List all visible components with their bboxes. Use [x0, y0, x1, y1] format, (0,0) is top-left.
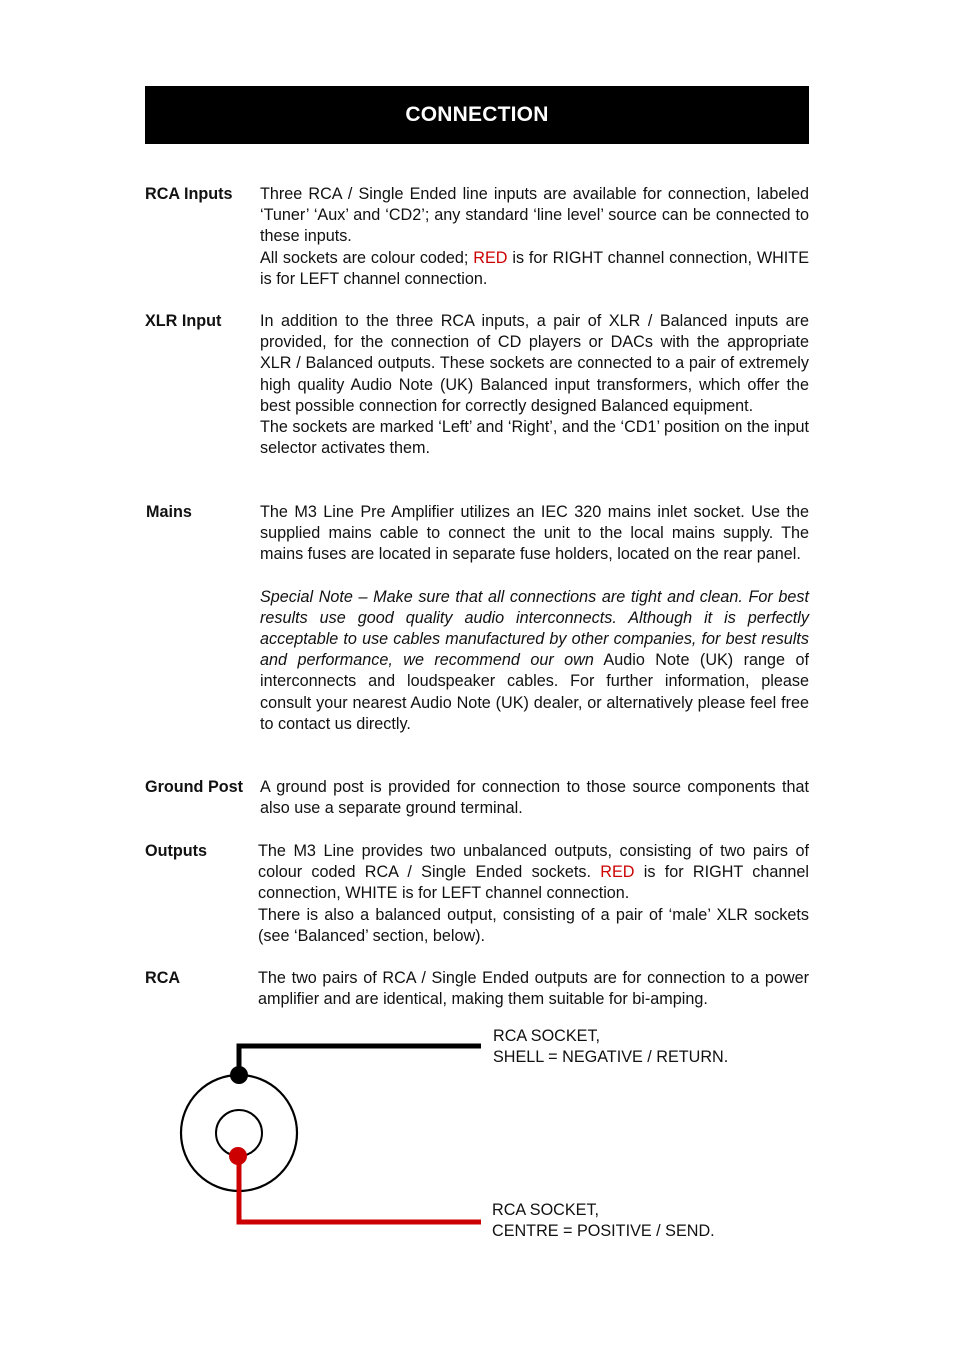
socket-shell-circle	[181, 1075, 297, 1191]
red-keyword: RED	[473, 248, 508, 267]
term-rca: RCA	[145, 969, 181, 987]
term-outputs: Outputs	[145, 842, 208, 860]
body-rca-inputs	[260, 184, 809, 290]
term-xlr-input: XLR Input	[145, 312, 222, 330]
outputs-para-1-a: The M3 Line provides two unbalanced outputs, consisting of two pairs of colour coded RCA / Single Ended sockets.	[258, 842, 809, 882]
negative-wire	[239, 1046, 481, 1075]
shell-label	[493, 1026, 728, 1068]
negative-terminal-dot	[230, 1066, 248, 1084]
rca-inputs-para-2	[260, 248, 809, 290]
body-mains	[260, 502, 809, 735]
page-title: CONNECTION	[405, 103, 549, 127]
shell-label-line-2: SHELL = NEGATIVE / RETURN.	[493, 1048, 729, 1067]
special-note-italic: Special Note – Make sure that all connections are tight and clean. For best results use good quality audio interconnects. Although it is perfectly acceptable to use cables manufactured by other companies, for best results and performance, we recommend our own	[260, 587, 809, 670]
body-outputs	[258, 841, 809, 947]
rca-inputs-para-1: Three RCA / Single Ended line inputs are available for connection, labeled ‘Tuner’ ‘Aux’ and ‘CD2’; any standard ‘line level’ source can be connected to these inputs.	[260, 185, 809, 246]
rca-para-1: The two pairs of RCA / Single Ended outputs are for connection to a power amplifier and are identical, making them suitable for bi-amping.	[258, 969, 809, 1009]
centre-label-line-1: RCA SOCKET,	[492, 1201, 600, 1219]
mains-para-1: The M3 Line Pre Amplifier utilizes an IEC 320 mains inlet socket. Use the supplied mains cable to connect the unit to the local mains supply. The mains fuses are located in separate fuse holders, located on the rear panel.	[260, 503, 809, 564]
xlr-input-para-2: The sockets are marked ‘Left’ and ‘Right’, and the ‘CD1’ position on the input selector activates them.	[260, 418, 809, 458]
centre-label	[492, 1200, 715, 1242]
shell-label-line-1: RCA SOCKET,	[493, 1027, 601, 1045]
body-rca	[258, 968, 809, 1010]
red-keyword: RED	[600, 863, 635, 882]
term-rca-inputs: RCA Inputs	[145, 185, 233, 203]
body-ground-post	[260, 777, 809, 819]
socket-centre-circle	[216, 1110, 262, 1156]
term-ground-post: Ground Post	[145, 778, 244, 796]
body-xlr-input	[260, 311, 809, 459]
positive-terminal-dot	[229, 1147, 247, 1165]
positive-wire	[239, 1156, 481, 1222]
mains-special-note	[260, 587, 809, 735]
outputs-para-1	[258, 841, 809, 905]
special-note-rest: Audio Note (UK) range of interconnects and loudspeaker cables. For further information, please consult your nearest Audio Note (UK) dealer, or alternatively please feel free to contact us directly.	[260, 651, 809, 733]
term-mains: Mains	[146, 503, 192, 521]
centre-label-line-2: CENTRE = POSITIVE / SEND.	[492, 1222, 715, 1241]
ground-post-para-1: A ground post is provided for connection to those source components that also use a separate ground terminal.	[260, 778, 809, 818]
rca-inputs-para-2-b: is for RIGHT channel connection, WHITE is for LEFT channel connection.	[260, 248, 809, 288]
outputs-para-1-b: is for RIGHT channel connection, WHITE is for LEFT channel connection.	[258, 863, 810, 903]
page-title-banner	[145, 86, 809, 144]
outputs-para-2: There is also a balanced output, consisting of a pair of ‘male’ XLR sockets (see ‘Balanced’ section, below).	[258, 905, 809, 945]
rca-inputs-para-2-a: All sockets are colour coded;	[260, 248, 474, 267]
xlr-input-para-1: In addition to the three RCA inputs, a pair of XLR / Balanced inputs are provided, for the connection of CD players or DACs with the appropriate XLR / Balanced outputs. These sockets are connected to a pair of extremely high quality Audio Note (UK) Balanced input transformers, which offer the best possible connection for correctly designed Balanced equipment.	[260, 312, 809, 415]
